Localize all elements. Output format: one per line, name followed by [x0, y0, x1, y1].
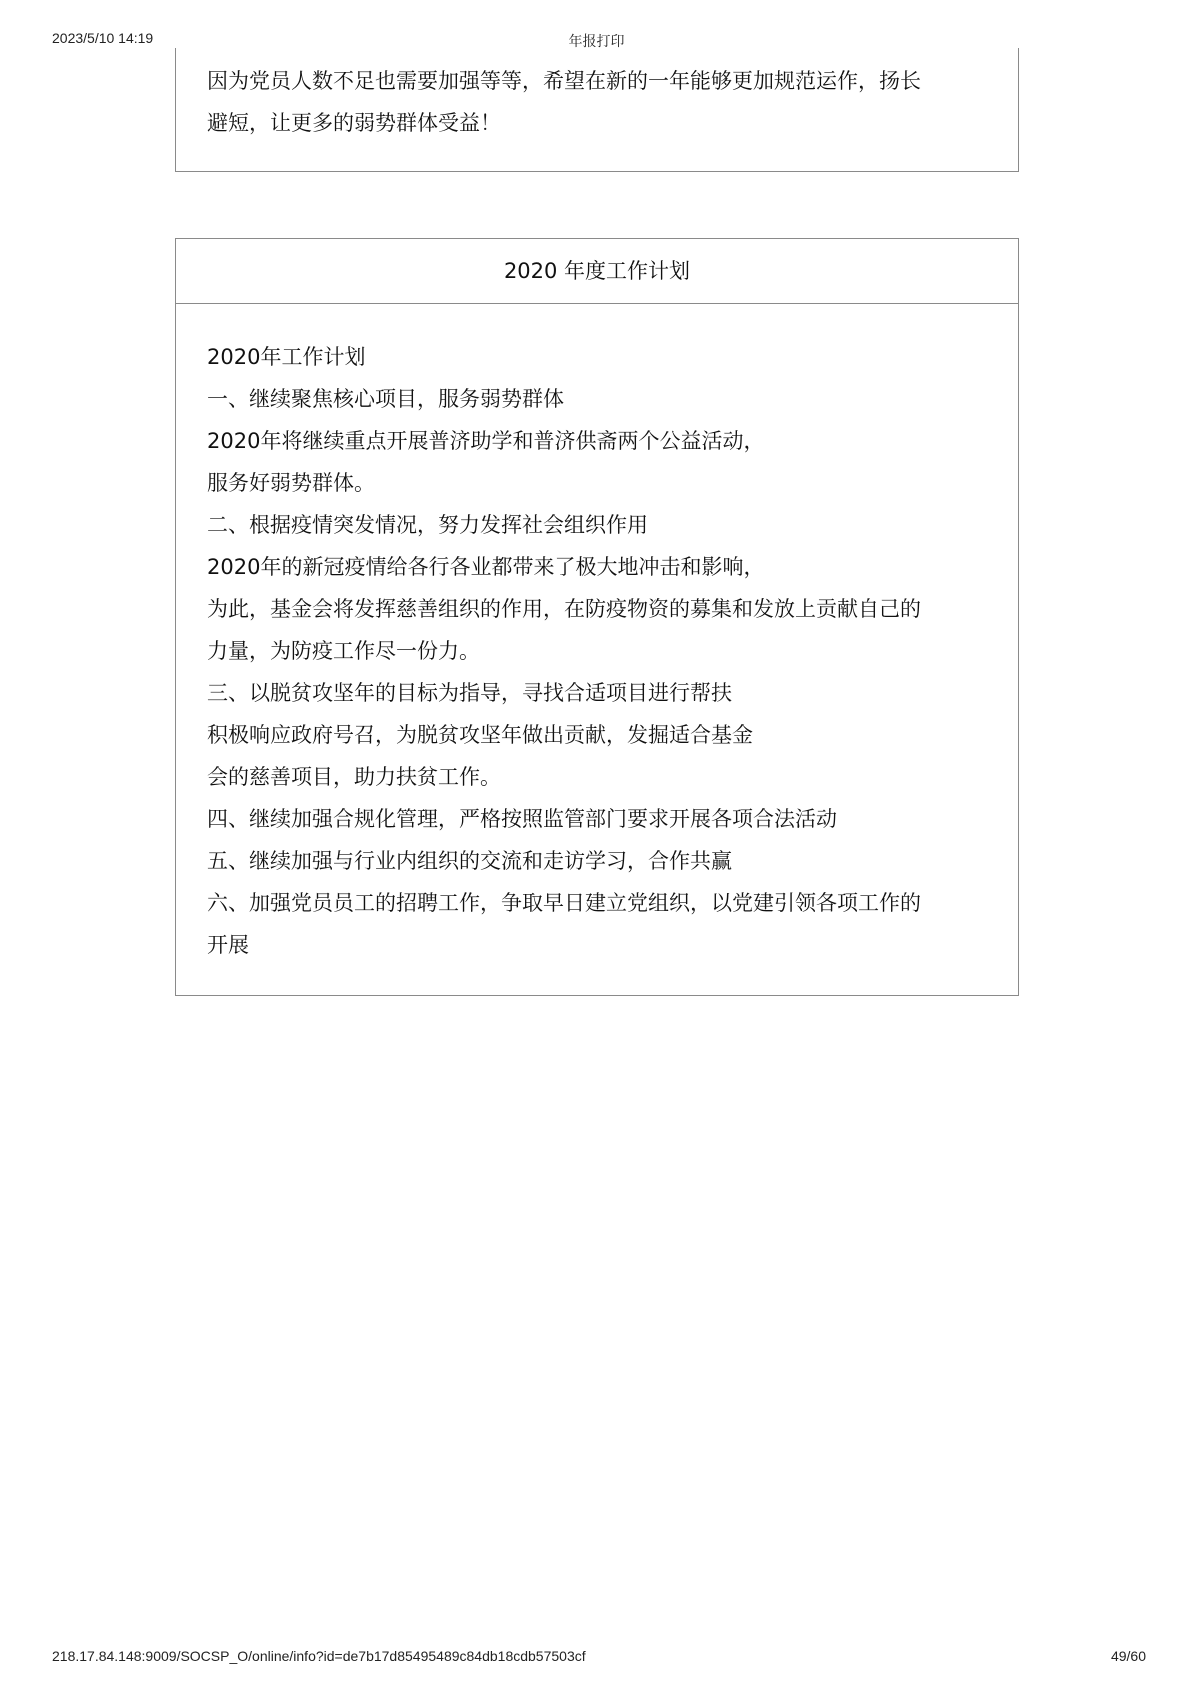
previous-section-text — [207, 60, 997, 144]
print-datetime: 2023/5/10 14:19 — [52, 30, 154, 46]
plan-line: 力量，为防疫工作尽一份力。 — [207, 639, 480, 663]
work-plan-title: 2020 年度工作计划 — [176, 239, 1018, 304]
plan-line: 一、继续聚焦核心项目，服务弱势群体 — [207, 387, 564, 411]
plan-line: 会的慈善项目，助力扶贫工作。 — [207, 765, 501, 789]
plan-line: 五、继续加强与行业内组织的交流和走访学习，合作共赢 — [207, 849, 732, 873]
previous-section-box — [175, 48, 1019, 172]
plan-line: 二、根据疫情突发情况，努力发挥社会组织作用 — [207, 513, 648, 537]
plan-line: 积极响应政府号召，为脱贫攻坚年做出贡献，发掘适合基金 — [207, 723, 753, 747]
plan-line: 2020年工作计划 — [207, 345, 366, 369]
plan-line: 六、加强党员员工的招聘工作，争取早日建立党组织，以党建引领各项工作的 — [207, 891, 921, 915]
previous-line: 因为党员人数不足也需要加强等等，希望在新的一年能够更加规范运作，扬长 — [207, 69, 921, 93]
previous-line: 避短，让更多的弱势群体受益！ — [207, 111, 501, 135]
work-plan-body — [176, 304, 1018, 966]
page-url: 218.17.84.148:9009/SOCSP_O/online/info?id=de7b17d85495489c84db18cdb57503cf — [52, 1648, 586, 1664]
plan-line: 2020年的新冠疫情给各行各业都带来了极大地冲击和影响， — [207, 555, 765, 579]
plan-line: 三、以脱贫攻坚年的目标为指导，寻找合适项目进行帮扶 — [207, 681, 732, 705]
document-title: 年报打印 — [568, 34, 625, 50]
plan-line: 服务好弱势群体。 — [207, 471, 375, 495]
work-plan-section — [175, 238, 1019, 996]
page-number: 49/60 — [1110, 1648, 1146, 1664]
plan-line: 四、继续加强合规化管理，严格按照监管部门要求开展各项合法活动 — [207, 807, 837, 831]
plan-line: 2020年将继续重点开展普济助学和普济供斋两个公益活动， — [207, 429, 765, 453]
plan-line: 为此，基金会将发挥慈善组织的作用，在防疫物资的募集和发放上贡献自己的 — [207, 597, 921, 621]
plan-line: 开展 — [207, 933, 249, 957]
